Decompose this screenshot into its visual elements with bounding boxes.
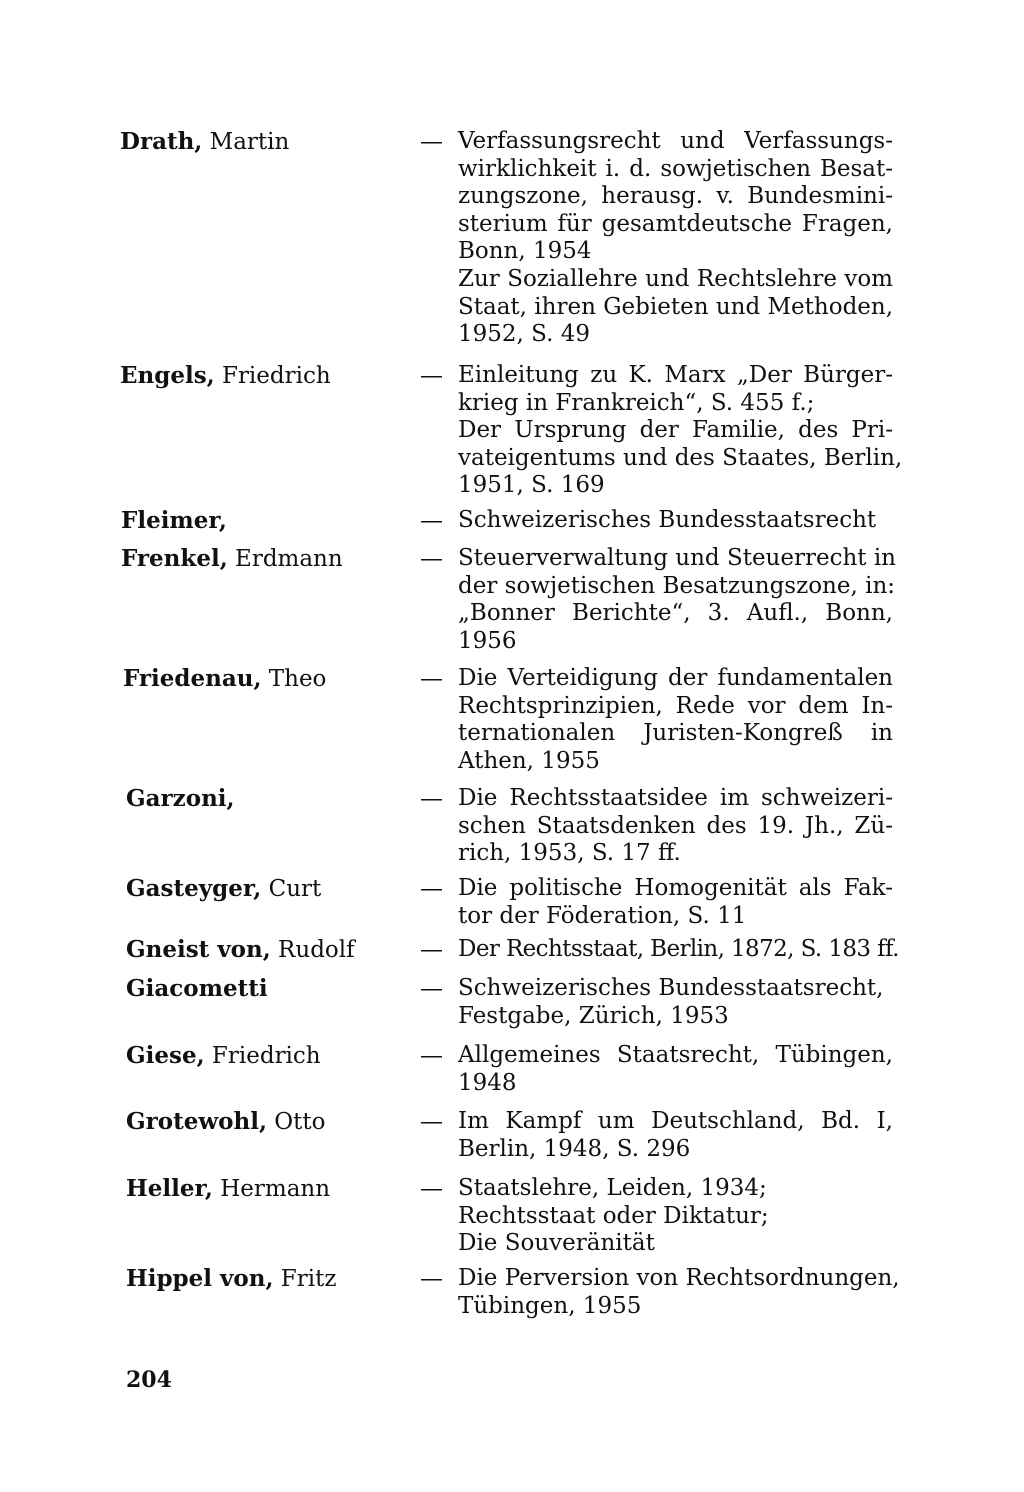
author-name	[126, 875, 321, 903]
entry-dash: —	[420, 363, 443, 389]
work-line: Berlin, 1948, S. 296	[458, 1135, 691, 1162]
author-given-name: Otto	[266, 1109, 326, 1135]
work-line: vateigentums und des Staates, Berlin,	[458, 444, 903, 471]
author-surname: Hippel von,	[126, 1265, 274, 1292]
entry-dash: —	[420, 666, 443, 692]
author-given-name: Rudolf	[270, 937, 355, 963]
work-line: Zur Soziallehre und Rechtslehre vom	[458, 265, 893, 292]
work-line: 1951, S. 169	[458, 472, 605, 499]
author-surname: Heller,	[126, 1175, 213, 1202]
work-line: 1952, S. 49	[458, 321, 590, 348]
work-line: tor der Föderation, S. 11	[458, 902, 747, 929]
work-line: Festgabe, Zürich, 1953	[458, 1002, 729, 1029]
entry-dash: —	[420, 976, 443, 1002]
work-line: rich, 1953, S. 17 ff.	[458, 840, 681, 867]
work-line: Steuerverwaltung und Steuerrecht in	[458, 545, 896, 571]
work-line: Schweizerisches Bundesstaatsrecht,	[458, 975, 884, 1001]
work-line: Verfassungsrecht und Verfassungs-	[458, 128, 893, 154]
entry-dash: —	[420, 1266, 443, 1292]
works-list	[458, 1108, 893, 1163]
author-surname: Fleimer,	[121, 507, 227, 534]
entry-dash: —	[420, 1176, 443, 1202]
works-list	[458, 1042, 893, 1097]
author-given-name: Martin	[202, 129, 290, 155]
entry-dash: —	[420, 508, 443, 534]
author-given-name: Curt	[261, 876, 322, 902]
work-line: Die Verteidigung der fundamentalen	[458, 665, 893, 691]
work-line: ternationalen Juristen-Kongreß in	[458, 720, 893, 747]
work-line: zungszone, herausg. v. Bundesmini-	[458, 183, 893, 210]
work-line: Rechtsstaat oder Diktatur;	[458, 1202, 769, 1229]
work-line: 1948	[458, 1069, 517, 1096]
author-name	[123, 665, 326, 693]
work-line: Staat, ihren Gebieten und Methoden,	[458, 293, 894, 320]
entry-dash: —	[420, 1043, 443, 1069]
author-surname: Engels,	[120, 362, 215, 389]
works-list	[458, 975, 893, 1030]
author-given-name: Friedrich	[214, 363, 331, 389]
work-line: „Bonner Berichte“, 3. Aufl., Bonn,	[458, 600, 893, 627]
work-line: Schweizerisches Bundesstaatsrecht	[458, 507, 877, 533]
author-given-name: Erdmann	[227, 546, 343, 572]
author-name	[126, 785, 235, 813]
work-line: Tübingen, 1955	[458, 1292, 642, 1319]
work-line: Bonn, 1954	[458, 238, 592, 265]
works-list	[458, 362, 903, 500]
work-line: Der Ursprung der Familie, des Pri-	[458, 417, 893, 444]
work-line: der sowjetischen Besatzungszone, in:	[458, 572, 896, 599]
entry-dash: —	[420, 1109, 443, 1135]
page-number: 204	[126, 1367, 172, 1393]
entry-dash: —	[420, 546, 443, 572]
works-list	[458, 1175, 893, 1258]
author-name	[121, 507, 227, 535]
work-line: Der Rechtsstaat, Berlin, 1872, S. 183 ff.	[458, 936, 899, 962]
author-name	[126, 1175, 330, 1203]
author-name	[120, 128, 289, 156]
work-line: Die Rechtsstaatsidee im schweizeri-	[458, 785, 893, 811]
author-surname: Friedenau,	[123, 665, 262, 692]
work-line: wirklichkeit i. d. sowjetischen Besat-	[458, 155, 893, 182]
works-list	[458, 875, 893, 930]
work-line: Die Perversion von Rechtsordnungen,	[458, 1265, 900, 1291]
works-list	[458, 1265, 900, 1320]
entry-dash: —	[420, 876, 443, 902]
author-surname: Garzoni,	[126, 785, 235, 812]
author-given-name: Fritz	[273, 1266, 337, 1292]
author-name	[121, 545, 343, 573]
work-line: Einleitung zu K. Marx „Der Bürger-	[458, 362, 893, 388]
work-line: Staatslehre, Leiden, 1934;	[458, 1175, 767, 1201]
author-given-name: Hermann	[212, 1176, 331, 1202]
work-line: Rechtsprinzipien, Rede vor dem In-	[458, 692, 893, 719]
author-given-name: Friedrich	[204, 1043, 321, 1069]
work-line: Die politische Homogenität als Fak-	[458, 875, 893, 901]
author-surname: Drath,	[120, 128, 203, 155]
work-line: 1956	[458, 627, 517, 654]
works-list	[458, 507, 893, 535]
work-line: Die Souveränität	[458, 1230, 655, 1257]
work-line: Im Kampf um Deutschland, Bd. I,	[458, 1108, 893, 1134]
author-surname: Grotewohl,	[126, 1108, 267, 1135]
author-name	[126, 936, 355, 964]
work-line: Athen, 1955	[458, 747, 600, 774]
author-name	[120, 362, 331, 390]
author-surname: Giacometti	[126, 975, 268, 1002]
author-name	[126, 975, 268, 1003]
entry-dash: —	[420, 129, 443, 155]
author-name	[126, 1108, 325, 1136]
author-surname: Frenkel,	[121, 545, 228, 572]
author-name	[126, 1265, 336, 1293]
entry-dash: —	[420, 937, 443, 963]
work-line: Allgemeines Staatsrecht, Tübingen,	[458, 1042, 893, 1068]
author-surname: Gasteyger,	[126, 875, 262, 902]
work-line: schen Staatsdenken des 19. Jh., Zü-	[458, 812, 893, 839]
author-surname: Giese,	[126, 1042, 205, 1069]
works-list	[458, 936, 899, 964]
author-surname: Gneist von,	[126, 936, 271, 963]
works-list	[458, 785, 893, 868]
entry-dash: —	[420, 786, 443, 812]
works-list	[458, 665, 893, 775]
work-line: krieg in Frankreich“, S. 455 f.;	[458, 389, 815, 416]
works-list	[458, 128, 893, 349]
author-given-name: Theo	[261, 666, 327, 692]
work-line: sterium für gesamtdeutsche Fragen,	[458, 210, 893, 237]
works-list	[458, 545, 896, 655]
author-name	[126, 1042, 321, 1070]
